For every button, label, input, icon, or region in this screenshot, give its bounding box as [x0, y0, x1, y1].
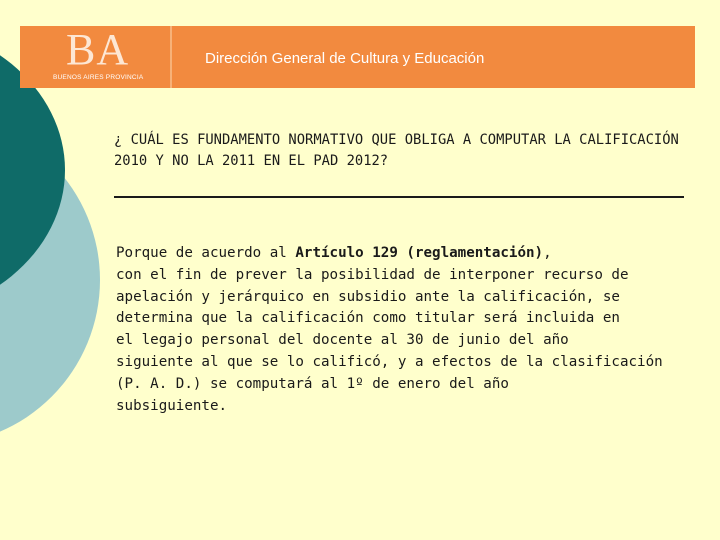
- answer-intro: Porque de acuerdo al: [116, 245, 296, 261]
- banner-title: Dirección General de Cultura y Educación: [205, 50, 485, 67]
- ba-logo: BA: [66, 25, 130, 74]
- logo-subtitle: BUENOS AIRES PROVINCIA: [53, 74, 144, 81]
- answer-emphasis: Artículo 129 (reglamentación): [295, 245, 544, 261]
- heading-underline: [114, 196, 684, 198]
- answer-paragraph: [116, 243, 676, 417]
- question-heading: ¿ CUÁL ES FUNDAMENTO NORMATIVO QUE OBLIGA A COMPUTAR LA CALIFICACIÓN 2010 Y NO LA 2011 EN EL PAD 2012?: [114, 132, 679, 169]
- answer-rest: , con el fin de prever la posibilidad de interponer recurso de apelación y jerárquico en subsidio ante la calificación, se determina que la calificación como titular será incluida en el legajo personal del docente al 30 de junio del año siguiente al que se lo calificó, y a efectos de la clasificación (P. A. D.) se computará al 1º de enero del año subsiguiente.: [116, 245, 663, 414]
- header-banner: [20, 26, 695, 88]
- banner-divider: [170, 26, 172, 88]
